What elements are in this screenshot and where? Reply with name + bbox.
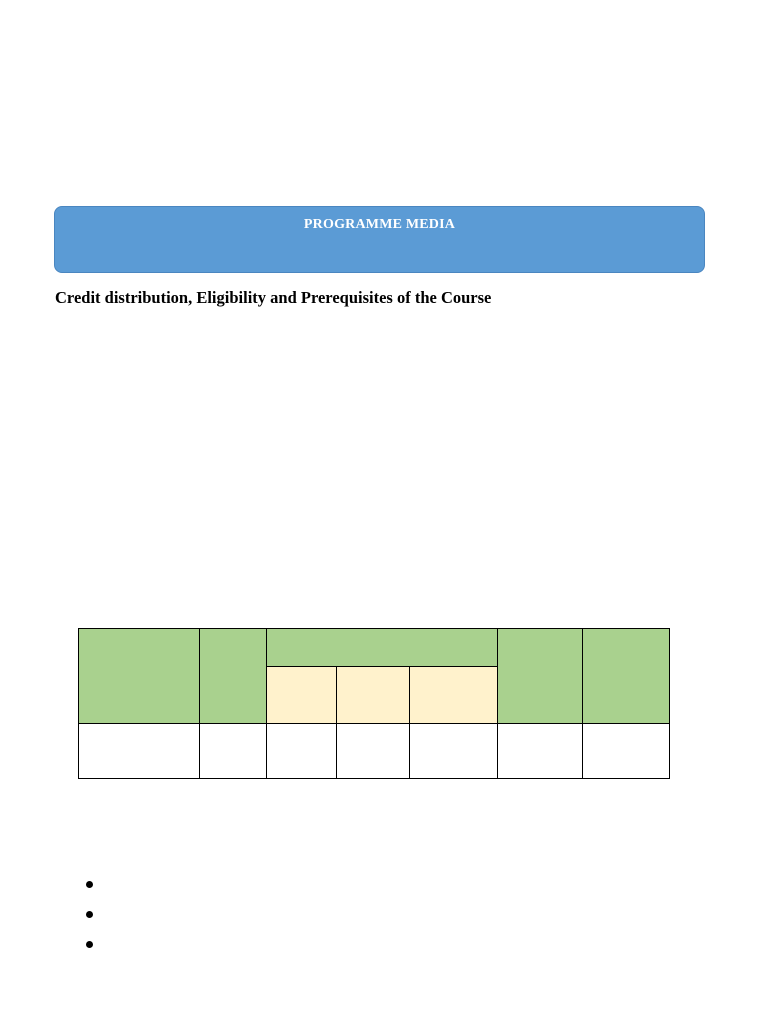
- table-header-cell-1: [78, 628, 200, 724]
- table-row-cell-5: [409, 723, 498, 779]
- table-header-cell-group: [266, 628, 498, 667]
- table-row-cell-1: [78, 723, 200, 779]
- table-row-cell-2: [199, 723, 267, 779]
- section-heading: Credit distribution, Eligibility and Prerequisites of the Course: [55, 288, 492, 307]
- programme-banner: [54, 206, 705, 273]
- list-item: [86, 876, 386, 906]
- prerequisites-list: [86, 876, 386, 966]
- table-header-cell-4: [497, 628, 583, 724]
- table-header-cell-2: [199, 628, 267, 724]
- table-subheader-cell-1: [266, 666, 337, 724]
- table-row-cell-6: [497, 723, 583, 779]
- table-header-cell-5: [582, 628, 670, 724]
- table-row-cell-4: [336, 723, 410, 779]
- bullet-dot-icon: [86, 881, 93, 888]
- table-row-cell-3: [266, 723, 337, 779]
- table-subheader-cell-2: [336, 666, 410, 724]
- table-row-cell-7: [582, 723, 670, 779]
- list-item: [86, 906, 386, 936]
- bullet-dot-icon: [86, 941, 93, 948]
- banner-title: PROGRAMME MEDIA: [303, 217, 456, 232]
- list-item: [86, 936, 386, 966]
- table-subheader-cell-3: [409, 666, 498, 724]
- bullet-dot-icon: [86, 911, 93, 918]
- credit-distribution-table: [78, 628, 670, 779]
